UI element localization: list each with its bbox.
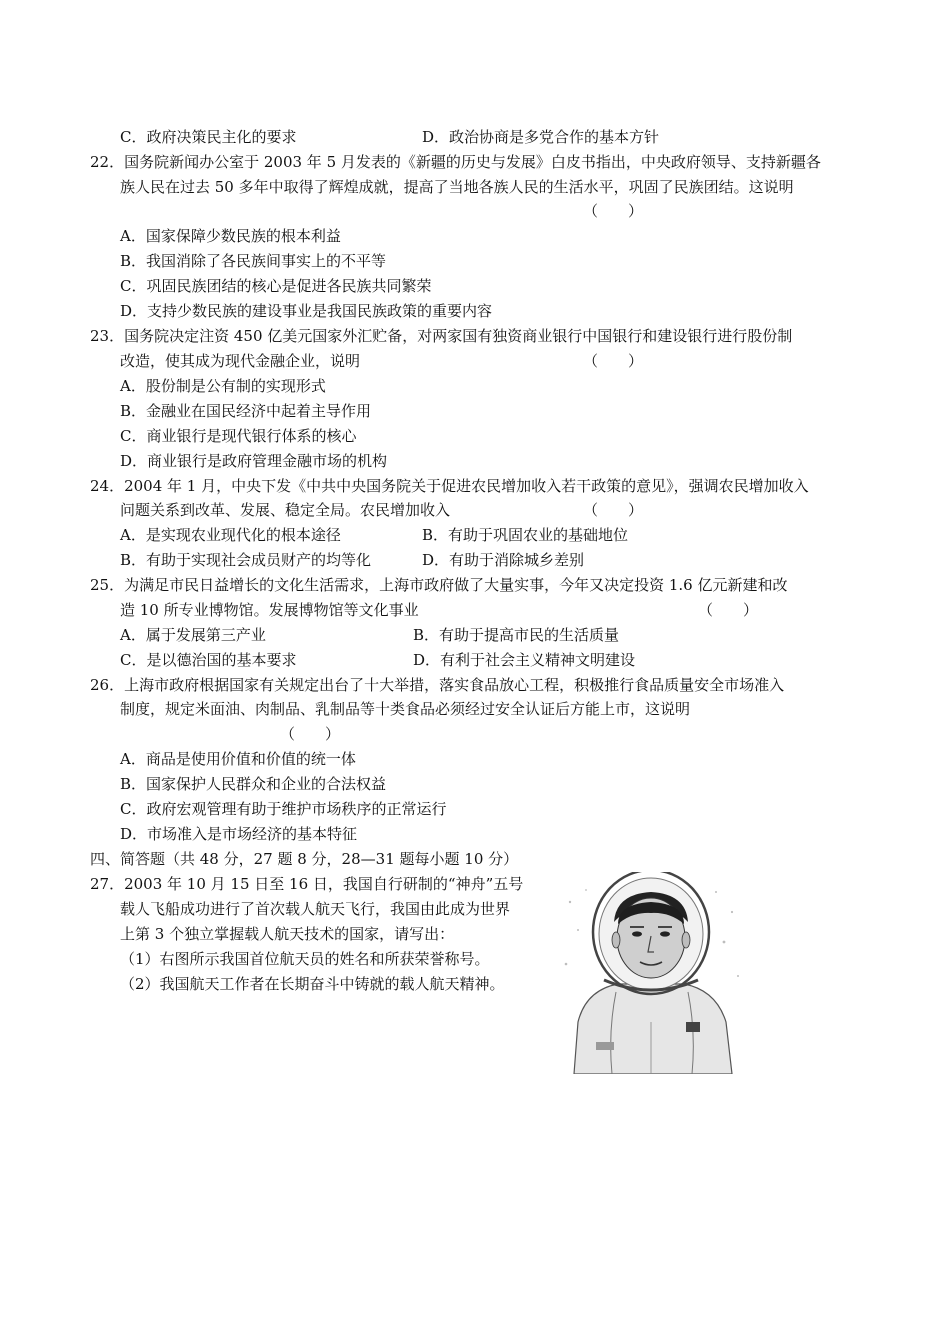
q22-option-c: C．巩固民族团结的核心是促进各民族共同繁荣 [120,277,432,295]
q22-stem-line1: 22．国务院新闻办公室于 2003 年 5 月发表的《新疆的历史与发展》白皮书指出，中央政府领导、支持新疆各 [90,153,821,171]
q27-stem-line3: 上第 3 个独立掌握载人航天技术的国家，请写出： [120,925,455,943]
q22-option-a: A．国家保障少数民族的根本利益 [120,227,341,245]
q23-stem-line2: 改造，使其成为现代金融企业，说明 [120,352,361,370]
q25-option-b: B．有助于提高市民的生活质量 [413,626,620,644]
q22-option-b: B．我国消除了各民族间事实上的不平等 [120,252,387,270]
q24-stem-line1: 24．2004 年 1 月，中央下发《中共中央国务院关于促进农民增加收入若干政策的意见》，强调农民增加收入 [90,477,809,495]
q23-option-b: B．金融业在国民经济中起着主导作用 [120,402,372,420]
q24-option-a: A．是实现农业现代化的根本途径 [120,526,341,544]
q21-option-c: C．政府决策民主化的要求 [120,128,297,146]
q24-option-b: B．有助于巩固农业的基础地位 [422,526,629,544]
q24-option-c: B．有助于实现社会成员财产的均等化 [120,551,372,569]
q22-answer-paren: （ ） [583,202,644,220]
q22-option-d: D．支持少数民族的建设事业是我国民族政策的重要内容 [120,302,493,320]
q26-option-b: B．国家保护人民群众和企业的合法权益 [120,775,387,793]
q26-stem-line2: 制度，规定米面油、肉制品、乳制品等十类食品必须经过安全认证后方能上市，这说明 [120,700,691,718]
q24-answer-paren: （ ） [583,501,644,519]
q25-option-d: D．有利于社会主义精神文明建设 [413,651,636,669]
q25-option-a: A．属于发展第三产业 [120,626,266,644]
q26-stem-line1: 26．上海市政府根据国家有关规定出台了十大举措，落实食品放心工程，积极推行食品质量安全市场准入 [90,676,785,694]
q26-answer-paren: （ ） [280,725,341,743]
q27-stem-line2: 载人飞船成功进行了首次载人航天飞行，我国由此成为世界 [120,900,511,918]
q25-answer-paren: （ ） [698,601,759,619]
astronaut-photo [556,872,746,1074]
q24-stem-line2: 问题关系到改革、发展、稳定全局。农民增加收入 [120,501,451,519]
q27-stem-line1: 27．2003 年 10 月 15 日至 16 日，我国自行研制的“神舟”五号 [90,875,524,893]
section4-heading: 四、简答题（共 48 分，27 题 8 分，28—31 题每小题 10 分） [90,850,519,868]
q24-option-d: D．有助于消除城乡差别 [422,551,585,569]
q23-option-d: D．商业银行是政府管理金融市场的机构 [120,452,388,470]
q26-option-d: D．市场准入是市场经济的基本特征 [120,825,358,843]
q27-sub-question-1: （1）右图所示我国首位航天员的姓名和所获荣誉称号。 [120,950,490,968]
q27-sub-question-2: （2）我国航天工作者在长期奋斗中铸就的载人航天精神。 [120,975,505,993]
q25-stem-line1: 25．为满足市民日益增长的文化生活需求，上海市政府做了大量实事，今年又决定投资 1.6 亿元新建和改 [90,576,788,594]
q23-option-c: C．商业银行是现代银行体系的核心 [120,427,357,445]
q23-option-a: A．股份制是公有制的实现形式 [120,377,326,395]
q23-answer-paren: （ ） [583,352,644,370]
q26-option-c: C．政府宏观管理有助于维护市场秩序的正常运行 [120,800,447,818]
q21-option-d: D．政治协商是多党合作的基本方针 [422,128,660,146]
q23-stem-line1: 23．国务院决定注资 450 亿美元国家外汇贮备，对两家国有独资商业银行中国银行和建设银行进行股份制 [90,327,793,345]
q25-option-c: C．是以德治国的基本要求 [120,651,297,669]
q26-option-a: A．商品是使用价值和价值的统一体 [120,750,356,768]
q22-stem-line2: 族人民在过去 50 多年中取得了辉煌成就，提高了当地各族人民的生活水平，巩固了民族团结。这说明 [120,178,794,196]
q25-stem-line2: 造 10 所专业博物馆。发展博物馆等文化事业 [120,601,419,619]
